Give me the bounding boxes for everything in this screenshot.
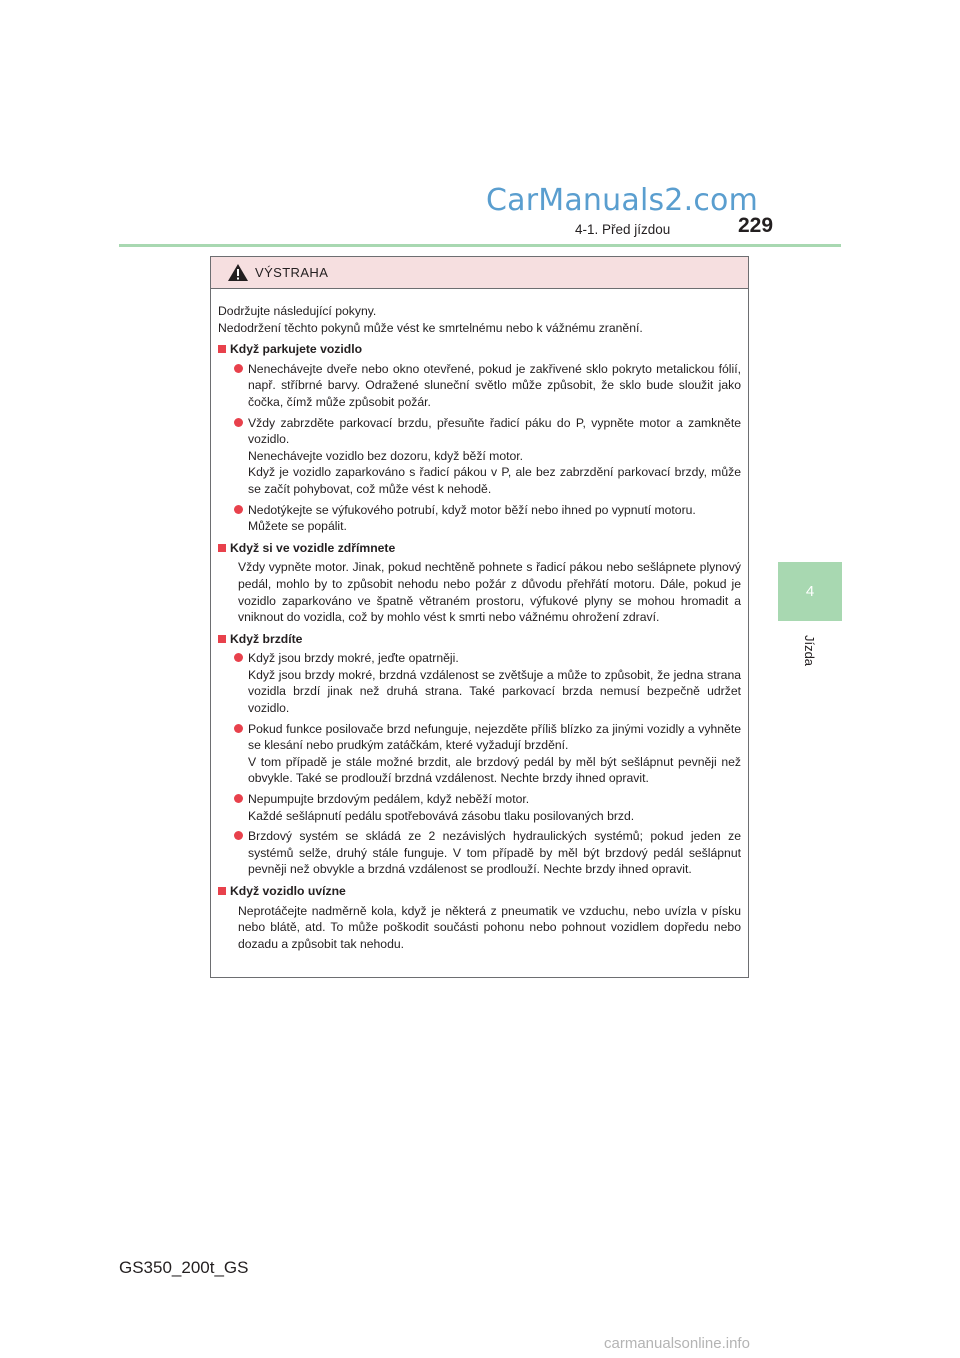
bullet-dot-icon <box>234 653 243 662</box>
warning-body <box>211 289 748 952</box>
section-title: 4-1. Před jízdou <box>575 222 671 237</box>
bullet-item: Nepumpujte brzdovým pedálem, když neběží motor. Každé sešlápnutí pedálu spotřebovává zásobu tlaku posilovaných brzd. <box>234 791 741 824</box>
intro-line: Dodržujte následující pokyny. <box>218 304 377 318</box>
bullet-item: Brzdový systém se skládá ze 2 nezávislých hydraulických systémů; pokud jeden ze systémů selže, druhý stále funguje. V tom případě by měl být brzdový pedál sešlápnut pevněji než obvykle a brzdná vzdálenost se prodlouží. Nechte brzdy ihned opravit. <box>234 828 741 878</box>
chapter-number: 4 <box>805 583 815 600</box>
bullet-item: Nedotýkejte se výfukového potrubí, když motor běží nebo ihned po vypnutí motoru. Můžete se popálit. <box>234 502 741 535</box>
bullet-item: Nenechávejte dveře nebo okno otevřené, pokud je zakřivené sklo pokryto metalickou fólií, např. stříbrné barvy. Odražené sluneční světlo může způsobit, že sklo bude sloužit jako čočka, čímž může způsobit požár. <box>234 361 741 411</box>
square-bullet-icon <box>218 544 226 552</box>
bullet-item: Pokud funkce posilovače brzd nefunguje, nejezděte příliš blízko za jinými vozidly a vyhněte se klesání nebo prudkým zatáčkám, které vyžadují brzdění. V tom případě je stále možné brzdit, ale brzdový pedál by měl být sešlápnut pevněji než obvykle. Také se prodlouží brzdná vzdálenost. Nechte brzdy ihned opravit. <box>234 721 741 787</box>
section-heading: Když si ve vozidle zdřímnete <box>218 540 741 557</box>
bullet-dot-icon <box>234 418 243 427</box>
bullet-dot-icon <box>234 794 243 803</box>
model-code: GS350_200t_GS <box>119 1258 249 1277</box>
page-number: 229 <box>738 214 774 237</box>
warning-title: VÝSTRAHA <box>255 265 329 280</box>
bullet-dot-icon <box>234 724 243 733</box>
section-paragraph: Neprotáčejte nadměrně kola, když je některá z pneumatik ve vzduchu, nebo uvízla v písku nebo blátě, atd. To může poškodit součásti pohonu nebo pohnout vozidlem dopředu nebo dozadu a způsobit tak nehodu. <box>238 903 741 951</box>
section-heading: Když vozidlo uvízne <box>218 883 741 900</box>
chapter-tab <box>778 562 842 621</box>
square-bullet-icon <box>218 635 226 643</box>
warning-header <box>211 257 748 289</box>
header-divider <box>119 244 841 247</box>
square-bullet-icon <box>218 887 226 895</box>
bullet-dot-icon <box>234 831 243 840</box>
chapter-label: Jízda <box>802 634 818 666</box>
warning-intro <box>218 303 741 336</box>
intro-line: Nedodržení těchto pokynů může vést ke smrtelnému nebo k vážnému zranění. <box>218 320 643 335</box>
warning-box <box>210 256 749 978</box>
bullet-item: Když jsou brzdy mokré, jeďte opatrněji. Když jsou brzdy mokré, brzdná vzdálenost se zvětšuje a může to způsobit, že jedna strana vozidla brzdí jinak než druhá strana. Také parkovací brzda nemusí bezpečně udržet vozidlo. <box>234 650 741 716</box>
site-watermark: carmanualsonline.info <box>604 1335 750 1352</box>
warning-triangle-icon <box>227 263 249 282</box>
bullet-dot-icon <box>234 364 243 373</box>
bullet-item: Vždy zabrzděte parkovací brzdu, přesuňte řadicí páku do P, vypněte motor a zamkněte vozidlo. Nenechávejte vozidlo bez dozoru, když běží motor. Když je vozidlo zaparkováno s řadicí pákou v P, ale bez zabrzdění parkovací brzdy, může se začít pohybovat, což může vést k nehodě. <box>234 415 741 498</box>
square-bullet-icon <box>218 345 226 353</box>
carmanuals-watermark: CarManuals2.com <box>486 183 759 218</box>
section-heading: Když brzdíte <box>218 631 741 648</box>
section-heading: Když parkujete vozidlo <box>218 341 741 358</box>
bullet-dot-icon <box>234 505 243 514</box>
section-paragraph: Vždy vypněte motor. Jinak, pokud nechtěně pohnete s řadicí pákou nebo sešlápnete plynový pedál, mohlo by to způsobit nehodu nebo požár z důvodu přehřátí motoru. Dále, pokud je vozidlo zaparkováno ve špatně větraném prostoru, výfukové plyny se mohou hromadit a vniknout do vozidla, což by mohlo vést k smrti nebo vážnému ohrožení zdraví. <box>238 560 741 625</box>
